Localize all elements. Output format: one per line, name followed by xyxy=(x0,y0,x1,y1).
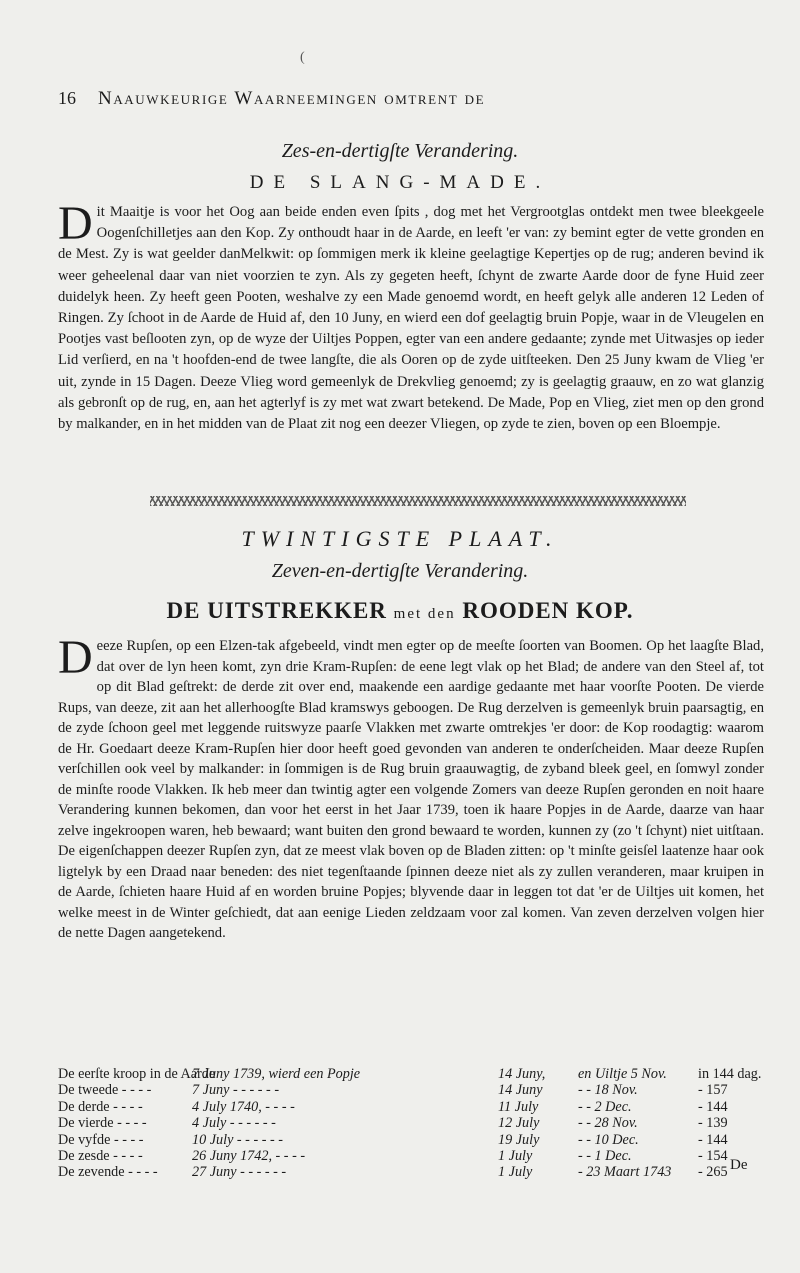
table-row xyxy=(58,1164,764,1180)
ornament-divider xyxy=(150,496,686,506)
subheading-small: met den xyxy=(393,606,456,622)
row-pupa-date: 14 Juny xyxy=(498,1082,543,1099)
plate-heading: Zeven-en-dertigſte Verandering. xyxy=(271,560,529,582)
row-days: - 139 xyxy=(698,1115,728,1132)
subheading-main: DE UITSTREKKER xyxy=(166,598,387,623)
table-row xyxy=(58,1132,764,1148)
row-days: - 144 xyxy=(698,1098,728,1115)
row-moth-date: - - 2 Dec. xyxy=(578,1098,632,1115)
row-pupa-date: 11 July xyxy=(498,1098,539,1115)
row-pop-date: 27 Juny - - - - - - xyxy=(192,1164,287,1181)
row-moth-date: - - 28 Nov. xyxy=(578,1115,638,1132)
table-row xyxy=(58,1066,764,1082)
section2-paragraph xyxy=(58,631,764,944)
table-row xyxy=(58,1099,764,1115)
running-title: Naauwkeurige Waarneemingen omtrent de xyxy=(98,88,486,109)
row-pupa-date: 19 July xyxy=(498,1131,540,1148)
plate-title: TWINTIGSTE PLAAT. xyxy=(241,526,559,551)
row-moth-date: - - 18 Nov. xyxy=(578,1082,638,1099)
section2-body: eeze Rupſen, op een Elzen-tak afgebeeld, vindt men egter op de meeſte ſoorten van Boomen. Op het laagſte Blad, dat over de lyn heen komt, zyn drie Kram-Rupſen: de eene legt vlak op het Blad; de andere van den Steel af, tot op dit Blad geſtrekt: de derde zit over end, maakende een aardige gedaante met haar voorſte Pooten. De vierde Rups, van deeze, zit aan het allerhoogſte Blad kramswys geboogen. De Rug derzelven is gemeenlyk bruin paarsagtig, en de zyde ſchoon geel met leggende ruitswyze paarſe Vlakken met zwarte omtrekjes 'er door: de Kop roodagtig: waarom de Hr. Goedaart deeze Kram-Rupſen hier door heeft goed gevonden van anderen te onderſcheiden. Maar deeze Rupſen verſchillen ook veel by malkander: in ſommigen is de Rug bruin graauwagtig, de zyband bleek geel, en ſomwyl zonder de minſte roode Vlakken. Ik heb meer dan twintig agter een volgende Zomers van deeze Rupſen geronden en noit haare Verandering kunnen bekomen, dan voor het eerst in het Jaar 1739, toen ik haare Popjes in de Aarde, daarze van haar zelve ingekroopen waren, heb bewaard; want buiten den grond bewaard te worden, kunnen zy (zo 't ſchynt) niet uitſtaan. De eigenſchappen deezer Rupſen zyn, dat ze meest vlak boven op de Bladen zitten: op 't minſte geisſel laatenze haar ook ligtelyk by een Draad naar beneden: des niet tegenſtaande ſpinnen deeze niet als zy zullen veranderen, maar kruipen in de Aarde, ſchieten haare Huid af en worden bruine Popjes; blyvende daar in leggen tot dat 'er de Uiltjes uit komen, het welke meest in de Winter geſchiedt, dat aan eenige Lieden zeldzaam voor zal komen. Van zeven derzelven volgen hier de nette Dagen aangetekend. xyxy=(58,638,764,941)
margin-mark: ( xyxy=(300,50,305,65)
row-pop-date: 7 Juny 1739, wierd een Popje xyxy=(192,1066,361,1082)
row-moth-date: - 23 Maart 1743 xyxy=(578,1164,672,1181)
section1-body: it Maaitje is voor het Oog aan beide enden even ſpits , dog met het Vergrootglas ontdekt men twee bleekgeele Oogenſchilletjes aan den Kop. Zy onthoudt haar in de Aarde, en leeft 'er van: zy bemint egter de vette gronden en de Mest. Zy is wat geelder danMelkwit: op ſommigen merk ik kleine geelagtige Kepertjes op de rug; anderen bevind ik weer geheelenal daar van niet voorzien te zyn. Als zy gegeten heeft, ſchynt de zwarte Aarde door de fyne Huid zeer duidelyk heen. Zy heeft geen Pooten, weshalve zy een Made genoemd wordt, en heeft gelyk alle anderen 12 Leden of Ringen. Zy ſchoot in de Aarde de Huid af, den 10 Juny, en wierd een dof geelagtig bruin Popje, waar in de Vleugelen en Pootjes vast beſlooten zyn, op de wyze der Uiltjes Poppen, egter van een andere gedaante; zynde met Uitwasjes op ieder Lid verſierd, en na 't hoofden-end de twee langſte, die als Ooren op de zyde uitſteeken. Den 25 Juny kwam de Vlieg 'er uit, zynde in 15 Dagen. Deeze Vlieg word gemeenlyk de Drekvlieg genoemd; zy is geelagtig graauw, en zo wat glanzig als gebronſt op de rug, en, aan het agterlyf is zy met wat zwart betekend. De Made, Pop en Vlieg, ziet men op den grond by malkander, en in het midden van de Plaat zit nog een deezer Vliegen, op zyde te zien, boven op een Bloempje. xyxy=(58,204,764,433)
page-number: 16 xyxy=(58,88,76,108)
row-pupa-date: 1 July xyxy=(498,1147,533,1164)
dropcap: D xyxy=(58,631,93,684)
row-moth-date: - - 1 Dec. xyxy=(578,1147,632,1164)
running-header xyxy=(58,88,758,110)
table-row xyxy=(58,1148,764,1164)
row-pupa-date: 14 Juny, xyxy=(498,1066,546,1082)
section-subheading: DE SLANG-MADE. xyxy=(249,172,551,193)
section-heading: Zes-en-dertigſte Verandering. xyxy=(281,140,519,162)
row-label: De vyfde - - - - xyxy=(58,1131,144,1148)
row-pop-date: 10 July - - - - - - xyxy=(192,1131,283,1148)
row-days: - 265 xyxy=(698,1164,728,1181)
row-label: De tweede - - - - xyxy=(58,1082,152,1099)
row-pupa-date: 12 July xyxy=(498,1115,540,1132)
row-pupa-date: 1 July xyxy=(498,1164,533,1181)
row-days: - 157 xyxy=(698,1082,728,1099)
row-label: De vierde - - - - xyxy=(58,1115,147,1132)
row-moth-date: - - 10 Dec. xyxy=(578,1131,639,1148)
row-moth-date: en Uiltje 5 Nov. xyxy=(578,1066,667,1082)
row-label: De zesde - - - - xyxy=(58,1147,143,1164)
section1-paragraph xyxy=(58,197,764,435)
table-row xyxy=(58,1082,764,1098)
row-label: De derde - - - - xyxy=(58,1098,143,1115)
row-days: in 144 dag. xyxy=(698,1066,762,1082)
catchword: De xyxy=(730,1157,748,1173)
row-pop-date: 4 July 1740, - - - - xyxy=(192,1098,295,1115)
row-label: De zevende - - - - xyxy=(58,1164,158,1181)
dropcap: D xyxy=(58,197,93,250)
plate-subheading xyxy=(0,598,800,624)
subheading-end: ROODEN KOP. xyxy=(462,598,634,623)
row-days: - 154 xyxy=(698,1147,728,1164)
row-label: De eerſte kroop in de Aarde xyxy=(58,1066,216,1082)
table-row xyxy=(58,1115,764,1131)
row-pop-date: 7 Juny - - - - - - xyxy=(192,1082,280,1099)
row-days: - 144 xyxy=(698,1131,728,1148)
row-pop-date: 4 July - - - - - - xyxy=(192,1115,276,1132)
row-pop-date: 26 Juny 1742, - - - - xyxy=(192,1147,306,1164)
dates-table xyxy=(58,1066,764,1181)
